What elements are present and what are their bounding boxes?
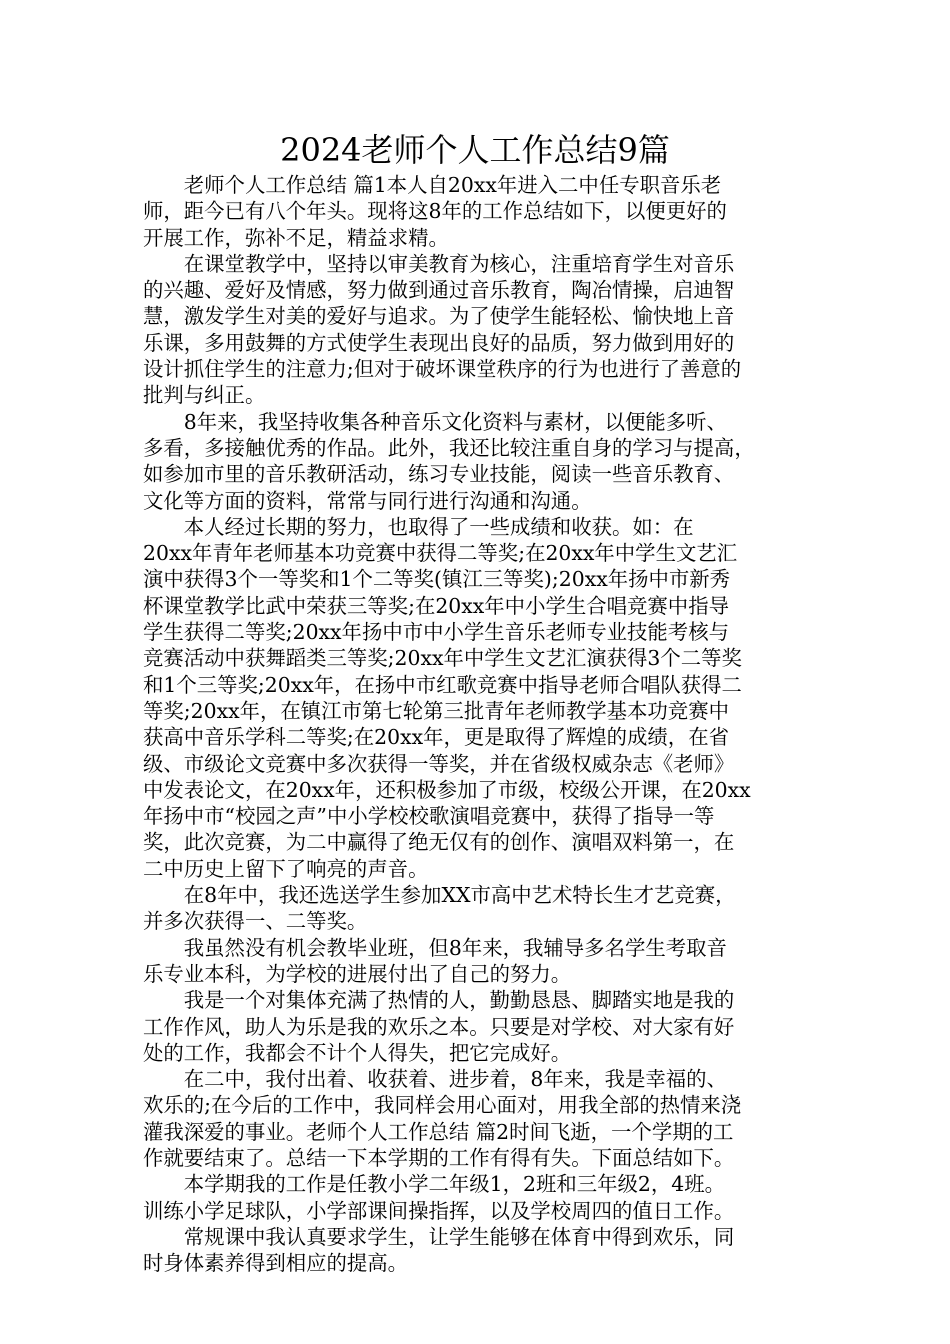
body-text-line: 如参加市里的音乐教研活动，练习专业技能，阅读一些音乐教育、 [143, 462, 735, 487]
body-text-line: 竞赛活动中获舞蹈类三等奖;20xx年中学生文艺汇演获得3个二等奖 [143, 646, 742, 671]
body-text-line: 欢乐的;在今后的工作中，我同样会用心面对，用我全部的热情来浇 [143, 1093, 742, 1118]
body-text-line: 慧，激发学生对美的爱好与追求。为了使学生能轻松、愉快地上音 [143, 304, 735, 329]
body-text-line: 8年来，我坚持收集各种音乐文化资料与素材，以便能多听、 [143, 409, 727, 434]
body-text-line: 在二中，我付出着、收获着、进步着，8年来，我是幸福的、 [143, 1067, 727, 1092]
body-text-line: 作就要结束了。总结一下本学期的工作有得有失。下面总结如下。 [143, 1145, 735, 1170]
body-text-line: 老师个人工作总结 篇1本人自20xx年进入二中任专职音乐老 [143, 173, 722, 197]
body-text-line: 多看，多接触优秀的作品。此外，我还比较注重自身的学习与提高， [143, 435, 755, 460]
body-text-line: 级、市级论文竞赛中多次获得一等奖，并在省级权威杂志《老师》 [143, 751, 735, 776]
body-text-line: 年扬中市“校园之声”中小学校校歌演唱竞赛中，获得了指导一等 [143, 804, 715, 829]
body-text-line: 演中获得3个一等奖和1个二等奖(镇江三等奖);20xx年扬中市新秀 [143, 567, 731, 592]
body-text-line: 获高中音乐学科二等奖;在20xx年，更是取得了辉煌的成绩，在省 [143, 725, 729, 750]
body-text-line: 等奖;20xx年，在镇江市第七轮第三批青年老师教学基本功竞赛中 [143, 698, 729, 723]
body-text-line: 灌我深爱的事业。老师个人工作总结 篇2时间飞逝，一个学期的工 [143, 1119, 734, 1144]
body-text-line: 并多次获得一、二等奖。 [143, 909, 368, 934]
body-text-line: 奖，此次竞赛，为二中赢得了绝无仅有的创作、演唱双料第一，在 [143, 830, 735, 855]
body-text-line: 设计抓住学生的注意力;但对于破坏课堂秩序的行为也进行了善意的 [143, 357, 742, 382]
body-text-line: 和1个三等奖;20xx年，在扬中市红歌竞赛中指导老师合唱队获得二 [143, 672, 742, 697]
body-text-line: 处的工作，我都会不计个人得失，把它完成好。 [143, 1040, 572, 1065]
body-text-line: 乐课，多用鼓舞的方式使学生表现出良好的品质，努力做到用好的 [143, 330, 735, 355]
body-text-line: 批判与纠正。 [143, 383, 266, 408]
body-text-line: 在8年中，我还选送学生参加XX市高中艺术特长生才艺竞赛， [143, 883, 736, 908]
body-text-line: 学生获得二等奖;20xx年扬中市中小学生音乐老师专业技能考核与 [143, 620, 729, 645]
body-text-line: 二中历史上留下了响亮的声音。 [143, 856, 429, 881]
body-text-line: 乐专业本科，为学校的进展付出了自己的努力。 [143, 961, 572, 986]
body-text-line: 杯课堂教学比武中荣获三等奖;在20xx年中小学生合唱竞赛中指导 [143, 593, 729, 618]
body-text-line: 师，距今已有八个年头。现将这8年的工作总结如下，以便更好的 [143, 199, 727, 224]
body-text-line: 文化等方面的资料，常常与同行进行沟通和沟通。 [143, 488, 592, 513]
body-text-line: 开展工作，弥补不足，精益求精。 [143, 225, 449, 250]
document-body [143, 172, 823, 1276]
body-text-line: 本学期我的工作是任教小学二年级1，2班和三年级2，4班。 [143, 1172, 726, 1197]
body-text-line: 20xx年青年老师基本功竞赛中获得二等奖;在20xx年中学生文艺汇 [143, 541, 738, 566]
body-text-line: 中发表论文，在20xx年，还积极参加了市级，校级公开课，在20xx [143, 777, 751, 802]
body-text-line: 我虽然没有机会教毕业班，但8年来，我辅导多名学生考取音 [143, 935, 727, 960]
body-text-line: 我是一个对集体充满了热情的人，勤勤恳恳、脚踏实地是我的 [143, 988, 735, 1013]
body-text-line: 常规课中我认真要求学生，让学生能够在体育中得到欢乐，同 [143, 1224, 735, 1249]
body-text-line: 的兴趣、爱好及情感，努力做到通过音乐教育，陶冶情操，启迪智 [143, 278, 735, 303]
body-text-line: 工作作风，助人为乐是我的欢乐之本。只要是对学校、对大家有好 [143, 1014, 735, 1039]
document-title: 2024老师个人工作总结9篇 [280, 131, 670, 169]
body-text-line: 本人经过长期的努力，也取得了一些成绩和收获。如：在 [143, 514, 694, 539]
body-text-line: 在课堂教学中，坚持以审美教育为核心，注重培育学生对音乐 [143, 251, 735, 276]
body-text-line: 训练小学足球队，小学部课间操指挥，以及学校周四的值日工作。 [143, 1198, 735, 1223]
body-text-line: 时身体素养得到相应的提高。 [143, 1251, 409, 1276]
